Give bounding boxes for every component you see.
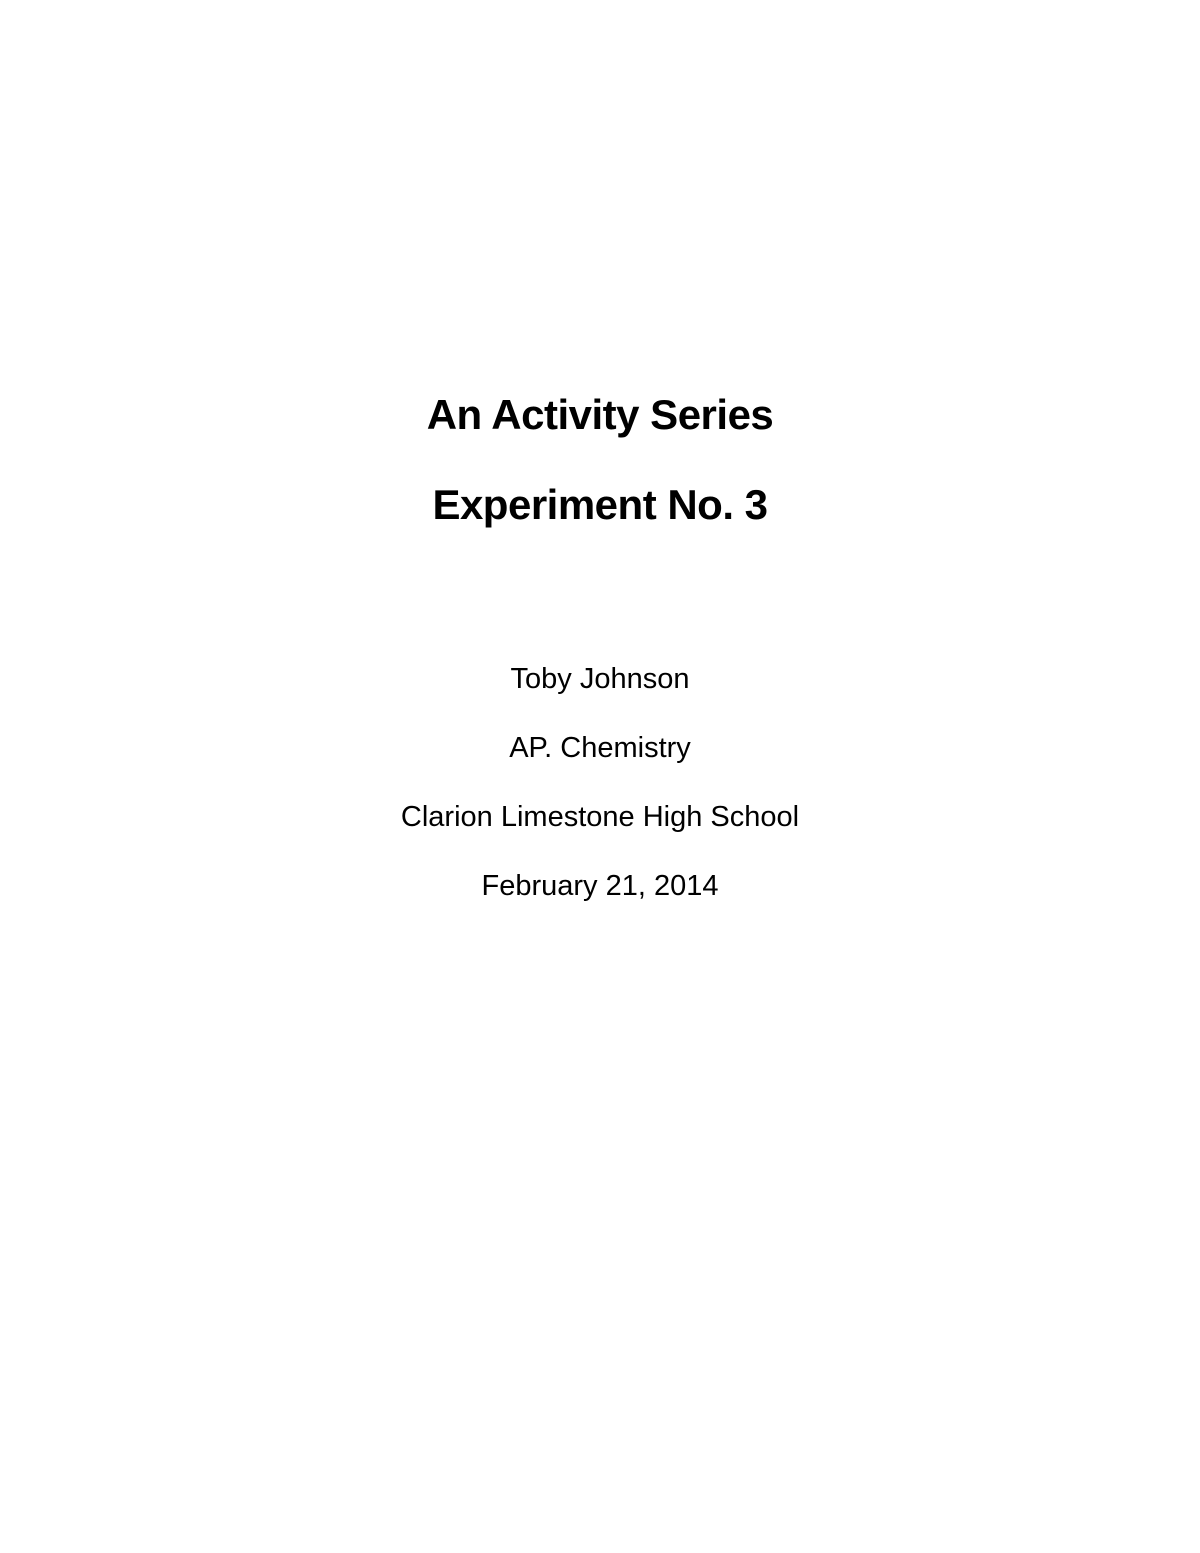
report-date: February 21, 2014: [481, 870, 719, 902]
course-name: AP. Chemistry: [509, 732, 691, 764]
school-name: Clarion Limestone High School: [400, 801, 800, 833]
author-name: Toby Johnson: [510, 663, 690, 695]
title-line-1: An Activity Series: [426, 391, 774, 438]
title-line-2: Experiment No. 3: [432, 481, 768, 528]
